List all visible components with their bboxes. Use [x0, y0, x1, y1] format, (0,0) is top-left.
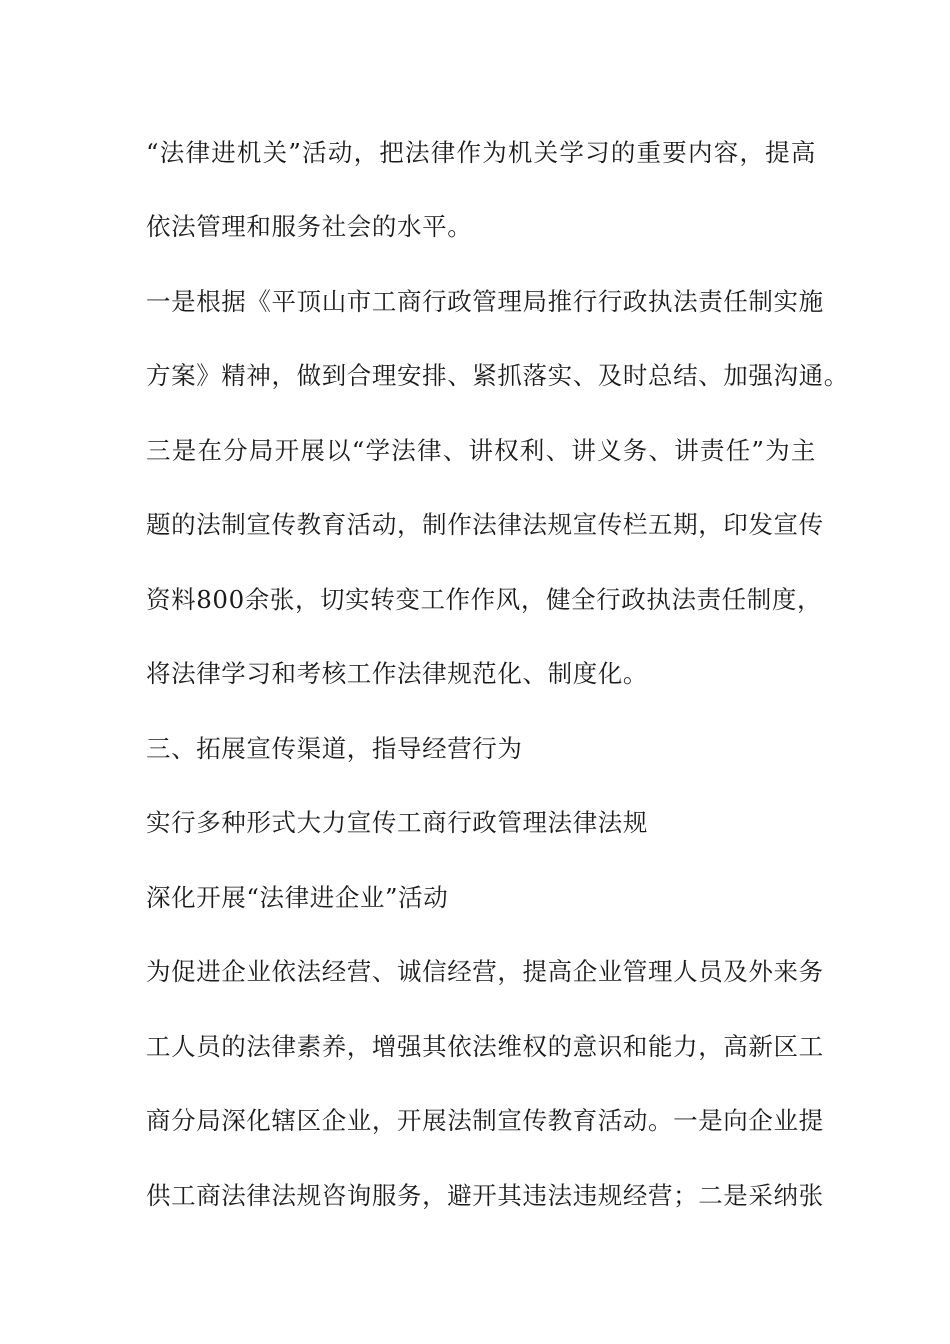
text-line: 供工商法律法规咨询服务，避开其违法违规经营；二是采纳张	[146, 1181, 824, 1210]
text-line: 一是根据《平顶山市工商行政管理局推行行政执法责任制实施	[146, 287, 824, 316]
text-line: 为促进企业依法经营、诚信经营，提高企业管理人员及外来务	[146, 957, 824, 986]
subheading: 深化开展“法律进企业”活动	[146, 883, 449, 912]
text-line: 三是在分局开展以“学法律、讲权利、讲义务、讲责任”为主	[146, 436, 816, 465]
text-line: 方案》精神，做到合理安排、紧抓落实、及时总结、加强沟通。	[146, 361, 849, 390]
text-line: 工人员的法律素养，增强其依法维权的意识和能力，高新区工	[146, 1032, 824, 1061]
text-line: 依法管理和服务社会的水平。	[146, 212, 473, 241]
text-line: 商分局深化辖区企业，开展法制宣传教育活动。一是向企业提	[146, 1106, 824, 1135]
text-line: “法律进机关”活动，把法律作为机关学习的重要内容，提高	[146, 138, 816, 167]
section-heading: 三、拓展宣传渠道，指导经营行为	[146, 734, 523, 763]
text-line: 题的法制宣传教育活动，制作法律法规宣传栏五期，印发宣传	[146, 510, 824, 539]
text-line: 资料800余张，切实转变工作作风，健全行政执法责任制度，	[146, 585, 823, 614]
text-line: 将法律学习和考核工作法律规范化、制度化。	[146, 659, 648, 688]
subheading: 实行多种形式大力宣传工商行政管理法律法规	[146, 808, 648, 837]
